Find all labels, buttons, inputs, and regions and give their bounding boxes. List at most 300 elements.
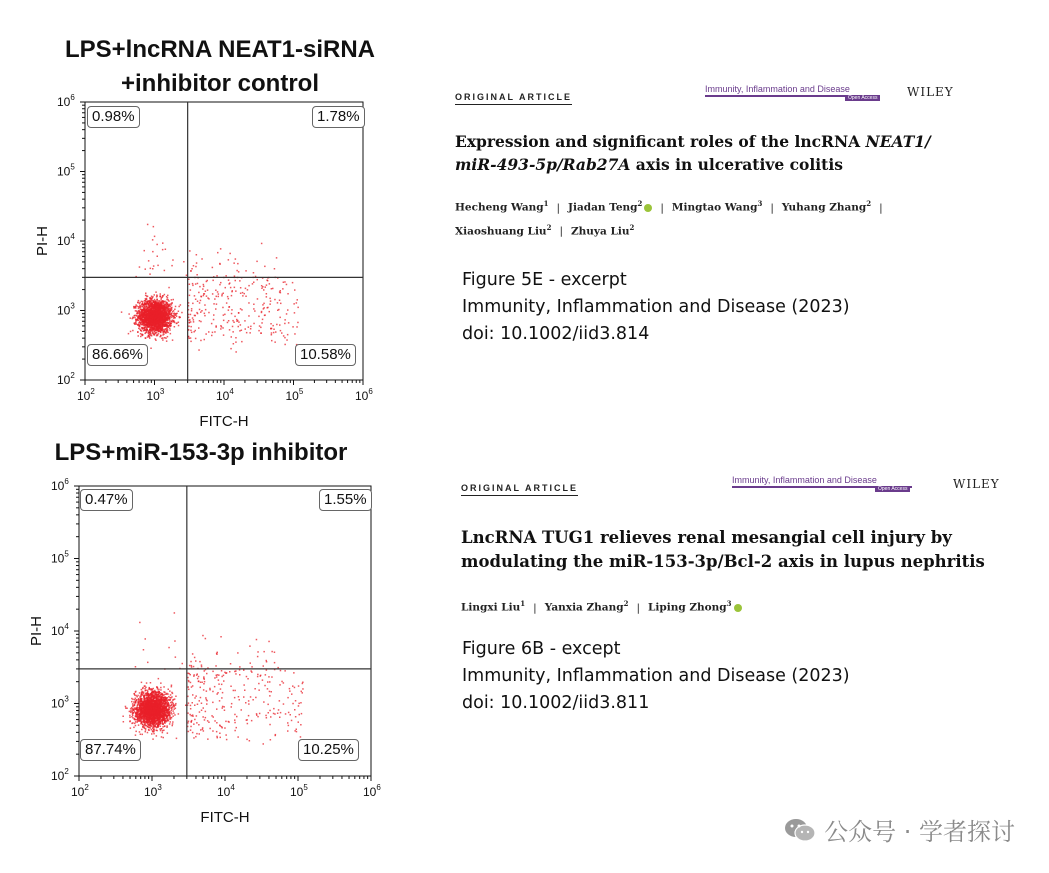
scatter-point	[193, 319, 195, 321]
scatter-point	[159, 721, 161, 723]
scatter-point	[147, 224, 149, 226]
scatter-point	[144, 333, 146, 335]
scatter-point	[240, 287, 242, 289]
scatter-point	[159, 728, 161, 730]
flow-plot-1-canvas	[30, 92, 380, 432]
scatter-point	[138, 328, 140, 330]
scatter-point	[269, 303, 271, 305]
scatter-point	[204, 293, 206, 295]
scatter-point	[172, 710, 174, 712]
scatter-point	[284, 323, 286, 325]
scatter-point	[224, 314, 226, 316]
scatter-point	[228, 259, 230, 261]
scatter-point	[145, 714, 147, 716]
scatter-point	[165, 702, 167, 704]
scatter-point	[228, 283, 230, 285]
scatter-point	[216, 722, 218, 724]
scatter-point	[158, 694, 160, 696]
y-tick-label: $10^4$	[57, 232, 75, 248]
scatter-point	[149, 337, 151, 339]
scatter-point	[137, 715, 139, 717]
scatter-point	[130, 727, 132, 729]
scatter-point	[211, 335, 213, 337]
scatter-point	[144, 698, 146, 700]
scatter-point	[271, 288, 273, 290]
scatter-point	[163, 333, 165, 335]
plot-1-quadrant-upper-right: 1.78%	[312, 106, 365, 128]
scatter-point	[133, 701, 135, 703]
scatter-point	[152, 307, 154, 309]
scatter-point	[152, 315, 154, 317]
scatter-point	[166, 310, 168, 312]
scatter-point	[226, 302, 228, 304]
scatter-point	[155, 694, 157, 696]
scatter-point	[146, 699, 148, 701]
scatter-point	[156, 713, 158, 715]
scatter-point	[164, 721, 166, 723]
scatter-point	[135, 721, 137, 723]
scatter-point	[145, 318, 147, 320]
scatter-point	[261, 285, 263, 287]
scatter-point	[198, 327, 200, 329]
scatter-point	[164, 330, 166, 332]
scatter-point	[144, 711, 146, 713]
scatter-point	[222, 307, 224, 309]
scatter-point	[160, 298, 162, 300]
scatter-point	[205, 333, 207, 335]
scatter-point	[199, 286, 201, 288]
scatter-point	[186, 275, 188, 277]
scatter-point	[269, 311, 271, 313]
scatter-point	[150, 724, 152, 726]
scatter-point	[220, 282, 222, 284]
scatter-point	[167, 732, 169, 734]
scatter-point	[130, 331, 132, 333]
scatter-point	[142, 702, 144, 704]
scatter-point	[171, 710, 173, 712]
scatter-point	[122, 716, 124, 718]
scatter-point	[163, 303, 165, 305]
scatter-point	[162, 698, 164, 700]
scatter-point	[154, 690, 156, 692]
scatter-point	[153, 700, 155, 702]
scatter-point	[262, 304, 264, 306]
scatter-point	[161, 736, 163, 738]
scatter-point	[145, 337, 147, 339]
scatter-point	[152, 724, 154, 726]
scatter-point	[156, 323, 158, 325]
scatter-point	[138, 318, 140, 320]
scatter-point	[156, 304, 158, 306]
scatter-point	[162, 704, 164, 706]
scatter-point	[167, 322, 169, 324]
scatter-point	[175, 696, 177, 698]
scatter-point	[161, 327, 163, 329]
scatter-point	[154, 716, 156, 718]
scatter-point	[232, 331, 234, 333]
scatter-point	[208, 312, 210, 314]
scatter-point	[153, 725, 155, 727]
scatter-point	[274, 268, 276, 270]
scatter-point	[158, 318, 160, 320]
scatter-point	[284, 281, 286, 283]
scatter-point	[152, 738, 154, 740]
scatter-point	[150, 321, 152, 323]
scatter-point	[232, 326, 234, 328]
scatter-point	[155, 703, 157, 705]
scatter-point	[147, 732, 149, 734]
scatter-point	[164, 314, 166, 316]
scatter-point	[241, 309, 243, 311]
scatter-point	[168, 699, 170, 701]
scatter-point	[289, 688, 291, 690]
scatter-point	[155, 725, 157, 727]
scatter-point	[152, 689, 154, 691]
scatter-point	[156, 692, 158, 694]
scatter-point	[149, 297, 151, 299]
scatter-point	[228, 279, 230, 281]
scatter-point	[227, 322, 229, 324]
scatter-point	[163, 703, 165, 705]
plot-1-title-line-2: +inhibitor control	[121, 70, 319, 97]
scatter-point	[166, 699, 168, 701]
scatter-point	[142, 315, 144, 317]
scatter-point	[221, 326, 223, 328]
scatter-point	[238, 321, 240, 323]
scatter-point	[169, 690, 171, 692]
scatter-point	[141, 691, 143, 693]
scatter-point	[280, 292, 282, 294]
scatter-point	[147, 723, 149, 725]
scatter-point	[139, 720, 141, 722]
scatter-point	[147, 692, 149, 694]
scatter-point	[221, 295, 223, 297]
scatter-point	[262, 319, 264, 321]
scatter-point	[155, 291, 157, 293]
scatter-point	[142, 734, 144, 736]
scatter-point	[139, 706, 141, 708]
scatter-point	[213, 319, 215, 321]
scatter-point	[149, 319, 151, 321]
scatter-point	[135, 734, 137, 736]
scatter-point	[163, 710, 165, 712]
scatter-point	[203, 707, 205, 709]
scatter-point	[173, 712, 175, 714]
scatter-point	[178, 311, 180, 313]
scatter-point	[260, 332, 262, 334]
scatter-point	[171, 265, 173, 267]
scatter-point	[150, 319, 152, 321]
scatter-point	[208, 331, 210, 333]
scatter-point	[257, 676, 259, 678]
scatter-point	[132, 717, 134, 719]
scatter-point	[267, 307, 269, 309]
scatter-point	[141, 698, 143, 700]
scatter-point	[156, 687, 158, 689]
scatter-point	[200, 300, 202, 302]
scatter-point	[271, 332, 273, 334]
scatter-point	[178, 306, 180, 308]
scatter-point	[195, 315, 197, 317]
scatter-point	[153, 733, 155, 735]
scatter-point	[219, 263, 221, 265]
scatter-point	[236, 270, 238, 272]
scatter-point	[149, 706, 151, 708]
scatter-point	[141, 303, 143, 305]
scatter-point	[192, 303, 194, 305]
scatter-point	[168, 326, 170, 328]
scatter-point	[191, 268, 193, 270]
scatter-point	[167, 309, 169, 311]
scatter-point	[154, 301, 156, 303]
scatter-point	[195, 299, 197, 301]
scatter-point	[189, 295, 191, 297]
scatter-point	[163, 305, 165, 307]
scatter-point	[162, 726, 164, 728]
scatter-point	[150, 268, 152, 270]
scatter-point	[162, 301, 164, 303]
scatter-point	[229, 329, 231, 331]
scatter-point	[168, 311, 170, 313]
scatter-point	[206, 295, 208, 297]
scatter-point	[142, 717, 144, 719]
scatter-point	[167, 702, 169, 704]
scatter-point	[296, 326, 298, 328]
scatter-point	[147, 296, 149, 298]
scatter-point	[161, 338, 163, 340]
scatter-point	[145, 324, 147, 326]
scatter-point	[147, 301, 149, 303]
scatter-point	[216, 296, 218, 298]
scatter-point	[156, 718, 158, 720]
scatter-point	[275, 331, 277, 333]
scatter-point	[218, 296, 220, 298]
scatter-point	[151, 719, 153, 721]
scatter-point	[152, 692, 154, 694]
scatter-point	[168, 305, 170, 307]
scatter-point	[144, 718, 146, 720]
scatter-point	[264, 315, 266, 317]
scatter-point	[135, 691, 137, 693]
scatter-point	[258, 330, 260, 332]
scatter-point	[152, 304, 154, 306]
scatter-point	[166, 717, 168, 719]
scatter-point	[258, 316, 260, 318]
scatter-point	[140, 711, 142, 713]
scatter-point	[144, 303, 146, 305]
scatter-point	[266, 284, 268, 286]
scatter-point	[165, 707, 167, 709]
x-tick-label: $10^2$	[77, 387, 95, 403]
scatter-point	[197, 313, 199, 315]
scatter-point	[156, 311, 158, 313]
scatter-point	[222, 327, 224, 329]
scatter-point	[164, 270, 166, 272]
scatter-point	[152, 312, 154, 314]
scatter-point	[190, 270, 192, 272]
scatter-point	[167, 336, 169, 338]
scatter-point	[176, 313, 178, 315]
scatter-point	[253, 308, 255, 310]
scatter-point	[242, 292, 244, 294]
scatter-point	[160, 313, 162, 315]
scatter-point	[239, 330, 241, 332]
scatter-point	[149, 332, 151, 334]
scatter-point	[161, 693, 163, 695]
scatter-point	[162, 732, 164, 734]
scatter-point	[193, 321, 195, 323]
scatter-point	[215, 308, 217, 310]
scatter-point	[150, 335, 152, 337]
scatter-point	[146, 306, 148, 308]
scatter-point	[148, 700, 150, 702]
scatter-point	[144, 705, 146, 707]
scatter-point	[280, 303, 282, 305]
scatter-point	[174, 714, 176, 716]
scatter-point	[145, 299, 147, 301]
scatter-point	[160, 335, 162, 337]
scatter-point	[161, 701, 163, 703]
scatter-point	[167, 720, 169, 722]
scatter-point	[231, 336, 233, 338]
scatter-point	[188, 326, 190, 328]
scatter-point	[151, 694, 153, 696]
scatter-point	[142, 319, 144, 321]
scatter-point	[256, 261, 258, 263]
scatter-point	[146, 709, 148, 711]
scatter-point	[199, 711, 201, 713]
scatter-point	[165, 325, 167, 327]
scatter-point	[145, 690, 147, 692]
scatter-point	[162, 242, 164, 244]
scatter-point	[130, 317, 132, 319]
scatter-points	[122, 612, 303, 745]
scatter-point	[155, 317, 157, 319]
scatter-point	[169, 717, 171, 719]
scatter-point	[215, 325, 217, 327]
scatter-point	[163, 709, 165, 711]
scatter-point	[274, 341, 276, 343]
scatter-point	[176, 738, 178, 740]
scatter-point	[159, 326, 161, 328]
scatter-point	[142, 306, 144, 308]
scatter-point	[140, 695, 142, 697]
scatter-point	[147, 722, 149, 724]
scatter-point	[241, 330, 243, 332]
scatter-point	[192, 285, 194, 287]
scatter-point	[176, 322, 178, 324]
scatter-point	[234, 316, 236, 318]
scatter-point	[149, 273, 151, 275]
scatter-point	[280, 290, 282, 292]
scatter-point	[148, 718, 150, 720]
scatter-point	[265, 286, 267, 288]
scatter-point	[132, 703, 134, 705]
scatter-point	[156, 244, 158, 246]
x-tick-label: $10^3$	[146, 387, 165, 403]
scatter-point	[160, 326, 162, 328]
scatter-point	[162, 295, 164, 297]
scatter-point	[145, 694, 147, 696]
scatter-point	[139, 310, 141, 312]
scatter-point	[146, 698, 148, 700]
scatter-point	[244, 293, 246, 295]
scatter-point	[137, 720, 139, 722]
scatter-point	[200, 311, 202, 313]
scatter-point	[254, 310, 256, 312]
scatter-point	[123, 721, 125, 723]
scatter-point	[150, 322, 152, 324]
scatter-point	[163, 737, 165, 739]
scatter-point	[169, 723, 171, 725]
scatter-point	[156, 699, 158, 701]
scatter-point	[148, 324, 150, 326]
scatter-point	[253, 304, 255, 306]
scatter-point	[148, 701, 150, 703]
scatter-point	[154, 236, 156, 238]
scatter-point	[145, 728, 147, 730]
scatter-point	[191, 332, 193, 334]
scatter-point	[149, 694, 151, 696]
scatter-point	[154, 328, 156, 330]
scatter-point	[156, 299, 158, 301]
scatter-point	[150, 726, 152, 728]
scatter-point	[235, 258, 237, 260]
scatter-point	[296, 302, 298, 304]
scatter-point	[169, 309, 171, 311]
scatter-point	[147, 704, 149, 706]
scatter-point	[164, 715, 166, 717]
scatter-point	[148, 326, 150, 328]
scatter-point	[159, 692, 161, 694]
scatter-point	[150, 721, 152, 723]
scatter-point	[188, 338, 190, 340]
scatter-point	[165, 317, 167, 319]
scatter-point	[158, 324, 160, 326]
scatter-point	[256, 714, 258, 716]
scatter-point	[151, 297, 153, 299]
scatter-point	[146, 308, 148, 310]
scatter-point	[172, 723, 174, 725]
scatter-point	[183, 261, 185, 263]
scatter-point	[163, 694, 165, 696]
scatter-points	[121, 224, 299, 353]
scatter-point	[131, 701, 133, 703]
scatter-point	[143, 693, 145, 695]
scatter-point	[159, 702, 161, 704]
y-tick-label: $10^3$	[57, 301, 75, 318]
scatter-point	[168, 709, 170, 711]
scatter-point	[200, 340, 202, 342]
scatter-point	[140, 333, 142, 335]
scatter-point	[133, 727, 135, 729]
scatter-point	[266, 280, 268, 282]
scatter-point	[139, 692, 141, 694]
scatter-point	[139, 314, 141, 316]
scatter-point	[241, 341, 243, 343]
scatter-point	[159, 701, 161, 703]
scatter-point	[190, 330, 192, 332]
scatter-point	[168, 705, 170, 707]
plot-1-quadrant-upper-left: 0.98%	[87, 106, 140, 128]
scatter-point	[190, 289, 192, 291]
scatter-point	[264, 266, 266, 268]
scatter-point	[200, 296, 202, 298]
scatter-point	[279, 317, 281, 319]
scatter-point	[150, 710, 152, 712]
scatter-point	[292, 282, 294, 284]
scatter-point	[129, 721, 131, 723]
